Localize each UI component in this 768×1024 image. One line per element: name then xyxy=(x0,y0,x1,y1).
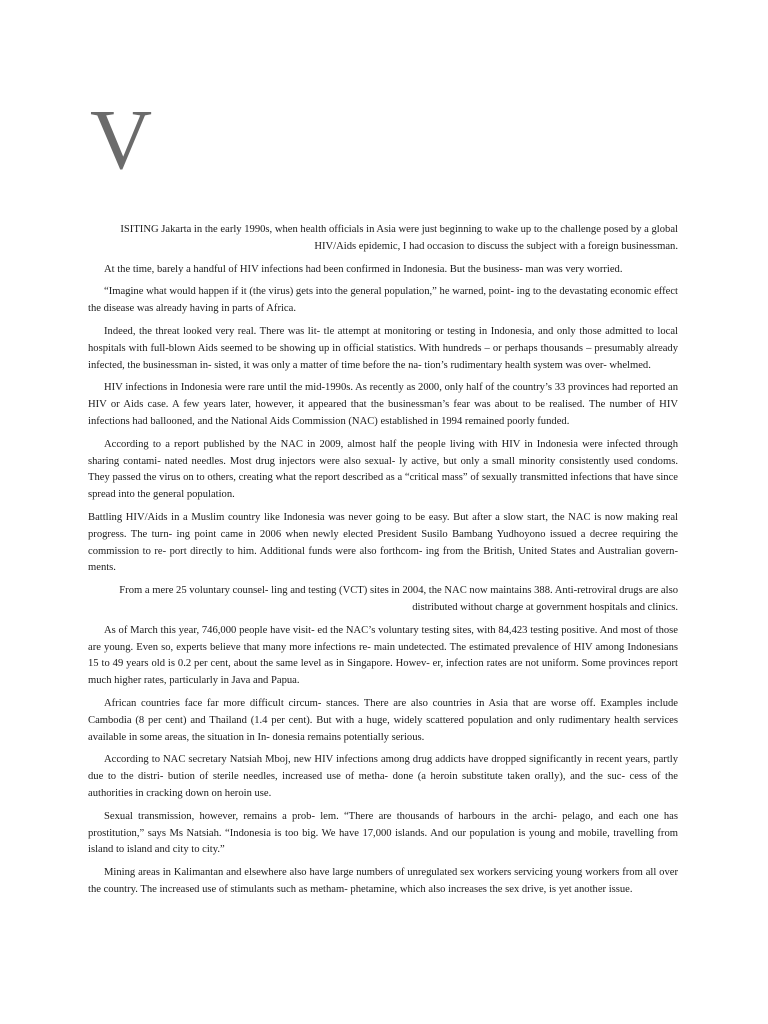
article-paragraph-1: ISITING Jakarta in the early 1990s, when health officials in Asia were just beginning to wake up to the challenge posed by a global HIV/Aids epidemic, I had occasion to discuss the subject with a foreign businessman. xyxy=(120,224,678,252)
article-paragraph-11: According to NAC secretary Natsiah Mboj, new HIV infections among drug addicts have dropped significantly in recent years, partly due to the distri- bution of sterile needles, increased use of metha- done (a heroin substitute taken orally), and the suc- cess of the authorities in cracking down on heroin use. xyxy=(88,754,678,799)
article-paragraph-10: African countries face far more difficult circum- stances. There are also countries in Asia that are worse off. Examples include Cambodia (8 per cent) and Thailand (1.4 per cent). But with a huge, widely scattered population and only rudimentary health services available in some areas, the situation in In- donesia remains potentially serious. xyxy=(88,697,678,743)
article-paragraph-13: Mining areas in Kalimantan and elsewhere also have large numbers of unregulated sex workers servicing young workers from all over the country. The increased use of stimulants such as metham- phetamine, which also increases the sex drive, is yet another issue. xyxy=(88,867,678,895)
article-paragraph-9: As of March this year, 746,000 people have visit- ed the NAC’s voluntary testing sites, with 84,423 testing positive. And most of those are young. Even so, experts believe that many more infections re- main undetected. The estimated prevalence of HIV among Indonesians 15 to 49 years old is 0.2 per cent, about the same level as in Singapore. Howev- er, infection rates are not uniform. Some provinces report much higher rates, particularly in Java and Papua. xyxy=(88,624,678,687)
article-paragraph-3: “Imagine what would happen if it (the virus) gets into the general population,” he warned, point- ing to the devastating economic effect the disease was already having in parts of Africa. xyxy=(88,286,678,315)
article-paragraph-12: Sexual transmission, however, remains a prob- lem. “There are thousands of harbours in the archi- pelago, and each one has prostitution,” says Ms Natsiah. “Indonesia is too big. We have 17,000 islands. And our population is young and mobile, travelling from island to island and city to city.” xyxy=(88,810,678,856)
article-paragraph-5: HIV infections in Indonesia were rare until the mid-1990s. As recently as 2000, only half of the country’s 33 provinces had reported an HIV or Aids case. A few years later, however, it appeared that the businessman’s fear was about to be realised. The number of HIV infections had ballooned, and the National Aids Commission (NAC) established in 1994 remained poorly funded. xyxy=(88,382,678,427)
article-paragraph-2: At the time, barely a handful of HIV infections had been confirmed in Indonesia. But the business- man was very worried. xyxy=(104,263,623,275)
article-paragraph-4: Indeed, the threat looked very real. There was lit- tle attempt at monitoring or testing in Indonesia, and only those admitted to local hospitals with full-blown Aids seemed to be showing up in official statistics. With hundreds – or perhaps thousands – presumably already infected, the businessman in- sisted, it was only a matter of time before the na- tion’s rudimentary health system was over- whelmed. xyxy=(88,325,678,371)
article-body xyxy=(88,222,678,905)
article-paragraph-6: According to a report published by the NAC in 2009, almost half the people living with HIV in Indonesia were infected through sharing contami- nated needles. Most drug injectors were also sexual- ly active, but only a small minority consistently used condoms. They passed the virus on to others, creating what the report described as a “critical mass” of sexually transmitted infections that have since spread into the general population. xyxy=(88,438,678,501)
article-paragraph-7: Battling HIV/Aids in a Muslim country like Indonesia was never going to be easy. But after a slow start, the NAC is now making real progress. The turn- ing point came in 2006 when newly elected President Susilo Bambang Yudhoyono issued a decree requiring the commission to re- port directly to him. Additional funds were also forthcom- ing from the British, United States and Australian govern- ments. xyxy=(88,511,678,574)
article-paragraph-8: From a mere 25 voluntary counsel- ling and testing (VCT) sites in 2004, the NAC now maintains 388. Anti-retroviral drugs are also distributed without charge at government hospitals and clinics. xyxy=(119,585,678,613)
drop-cap-letter: V xyxy=(90,91,153,187)
